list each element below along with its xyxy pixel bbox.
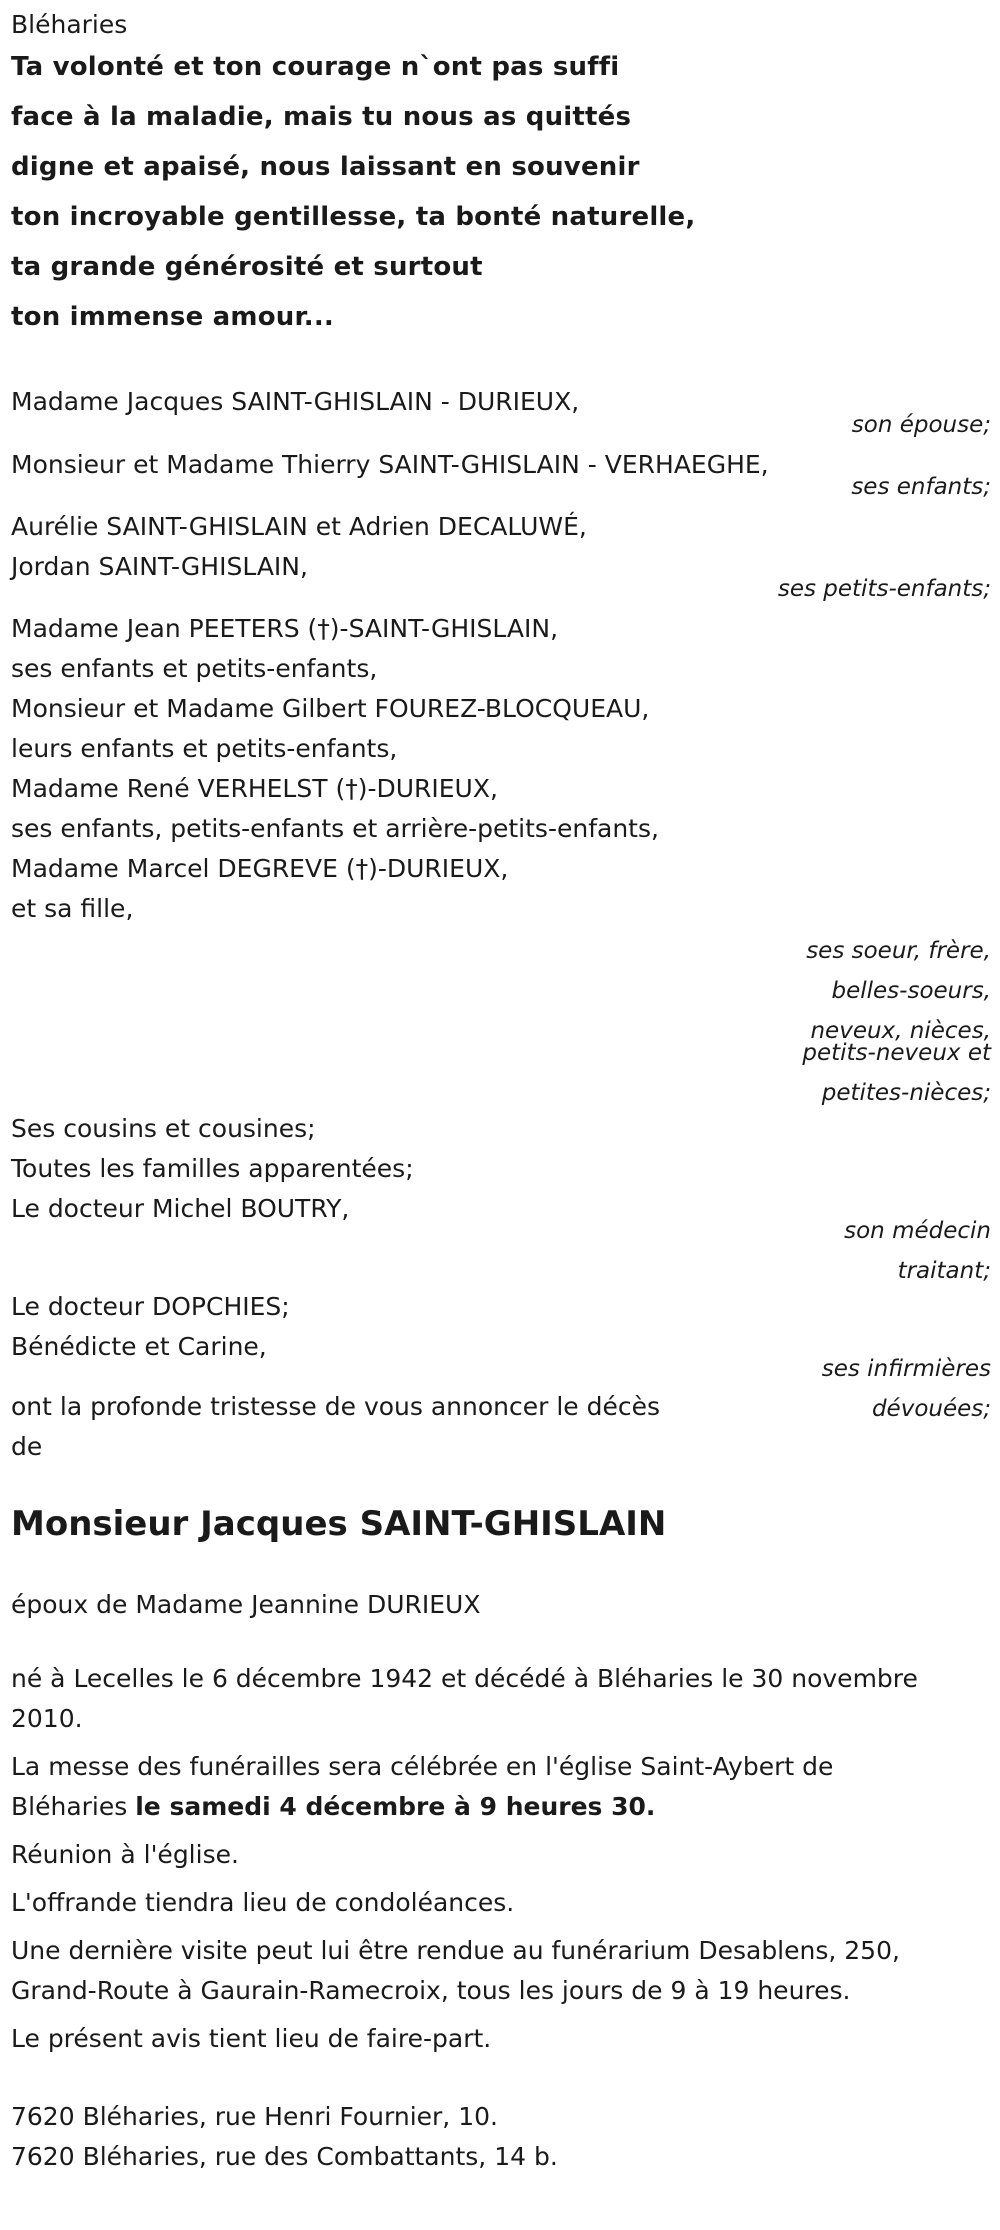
other-line: Ses cousins et cousines; — [11, 1114, 316, 1143]
sibling-line: Madame René VERHELST (†)-DURIEUX, — [11, 774, 498, 803]
grandchildren-block — [11, 507, 991, 609]
children-role: ses enfants; — [851, 474, 991, 500]
sibling-line: ses enfants et petits-enfants, — [11, 654, 378, 683]
mass-place: Bléharies — [11, 1792, 136, 1821]
sibling-line: Madame Jean PEETERS (†)-SAINT-GHISLAIN, — [11, 614, 559, 643]
spouse-role: son épouse; — [851, 412, 991, 438]
mass-info — [11, 1747, 991, 1827]
born-died-line: né à Lecelles le 6 décembre 1942 et décédé à Bléharies le 30 novembre — [11, 1664, 918, 1693]
poem-line: Ta volonté et ton courage n`ont pas suffi — [11, 52, 620, 82]
meeting: Réunion à l'église. — [11, 1840, 239, 1869]
sibling-line: et sa fille, — [11, 894, 134, 923]
announce-block — [11, 1387, 991, 1499]
sibling-line: ses enfants, petits-enfants et arrière-petits-enfants, — [11, 814, 659, 843]
sibling-line: leurs enfants et petits-enfants, — [11, 734, 398, 763]
sibling-line: Madame Marcel DEGREVE (†)-DURIEUX, — [11, 854, 509, 883]
address-line: 7620 Bléharies, rue Henri Fournier, 10. — [11, 2102, 498, 2131]
offering: L'offrande tiendra lieu de condoléances. — [11, 1888, 515, 1917]
spouse-block — [11, 382, 991, 445]
siblings-role: petits-neveux et — [802, 1040, 991, 1066]
poem-line: ton immense amour... — [11, 302, 335, 332]
siblings-role: neveux, nièces, — [810, 1018, 991, 1044]
mass-line: La messe des funérailles sera célébrée en l'église Saint-Aybert de — [11, 1752, 834, 1781]
children-block — [11, 445, 991, 507]
address-line: 7620 Bléharies, rue des Combattants, 14 b. — [11, 2142, 558, 2171]
visit-line: Une dernière visite peut lui être rendue au funérarium Desablens, 250, — [11, 1936, 900, 1965]
born-died-line: 2010. — [11, 1704, 83, 1733]
poem-line: digne et apaisé, nous laissant en souvenir — [11, 152, 640, 182]
nurses-role: dévouées; — [871, 1396, 991, 1422]
others-block — [11, 1109, 991, 1287]
grandchild-name: Jordan SAINT-GHISLAIN, — [11, 552, 308, 581]
siblings-role: belles-soeurs, — [831, 978, 991, 1004]
doctor-role: traitant; — [897, 1258, 991, 1284]
siblings-role: ses soeur, frère, — [806, 938, 991, 964]
visit-info — [11, 1931, 991, 2011]
born-died — [11, 1659, 991, 1739]
spouse-name: Madame Jacques SAINT-GHISLAIN - DURIEUX, — [11, 387, 580, 416]
sibling-line: Monsieur et Madame Gilbert FOUREZ-BLOCQUEAU, — [11, 694, 650, 723]
other-line: Le docteur Michel BOUTRY, — [11, 1194, 350, 1223]
grandchildren-role: ses petits-enfants; — [777, 576, 991, 602]
deceased-name: Monsieur Jacques SAINT-GHISLAIN — [11, 1504, 667, 1544]
addresses — [11, 2097, 991, 2177]
grandchild-name: Aurélie SAINT-GHISLAIN et Adrien DECALUWÉ, — [11, 512, 587, 541]
nurses-role: ses infirmières — [821, 1356, 991, 1382]
poem — [11, 42, 991, 342]
mass-line — [11, 1787, 991, 1827]
other-line: Toutes les familles apparentées; — [11, 1154, 414, 1183]
poem-line: face à la maladie, mais tu nous as quittés — [11, 102, 632, 132]
place-heading: Bléharies — [11, 10, 128, 39]
announce-line: de — [11, 1432, 43, 1461]
siblings-block — [11, 609, 991, 1109]
nurse-line: Bénédicte et Carine, — [11, 1332, 267, 1361]
doctor-role: son médecin — [844, 1218, 991, 1244]
nurse-line: Le docteur DOPCHIES; — [11, 1292, 290, 1321]
obituary-notice — [11, 8, 991, 2177]
notice: Le présent avis tient lieu de faire-part. — [11, 2024, 492, 2053]
visit-line: Grand-Route à Gaurain-Ramecroix, tous les jours de 9 à 19 heures. — [11, 1976, 851, 2005]
announce-line: ont la profonde tristesse de vous annoncer le décès — [11, 1392, 661, 1421]
spouse-of: époux de Madame Jeannine DURIEUX — [11, 1590, 481, 1619]
mass-date: le samedi 4 décembre à 9 heures 30. — [135, 1792, 656, 1821]
poem-line: ta grande générosité et surtout — [11, 252, 483, 282]
children-name: Monsieur et Madame Thierry SAINT-GHISLAIN - VERHAEGHE, — [11, 450, 769, 479]
siblings-role: petites-nièces; — [821, 1080, 991, 1106]
poem-line: ton incroyable gentillesse, ta bonté naturelle, — [11, 202, 696, 232]
